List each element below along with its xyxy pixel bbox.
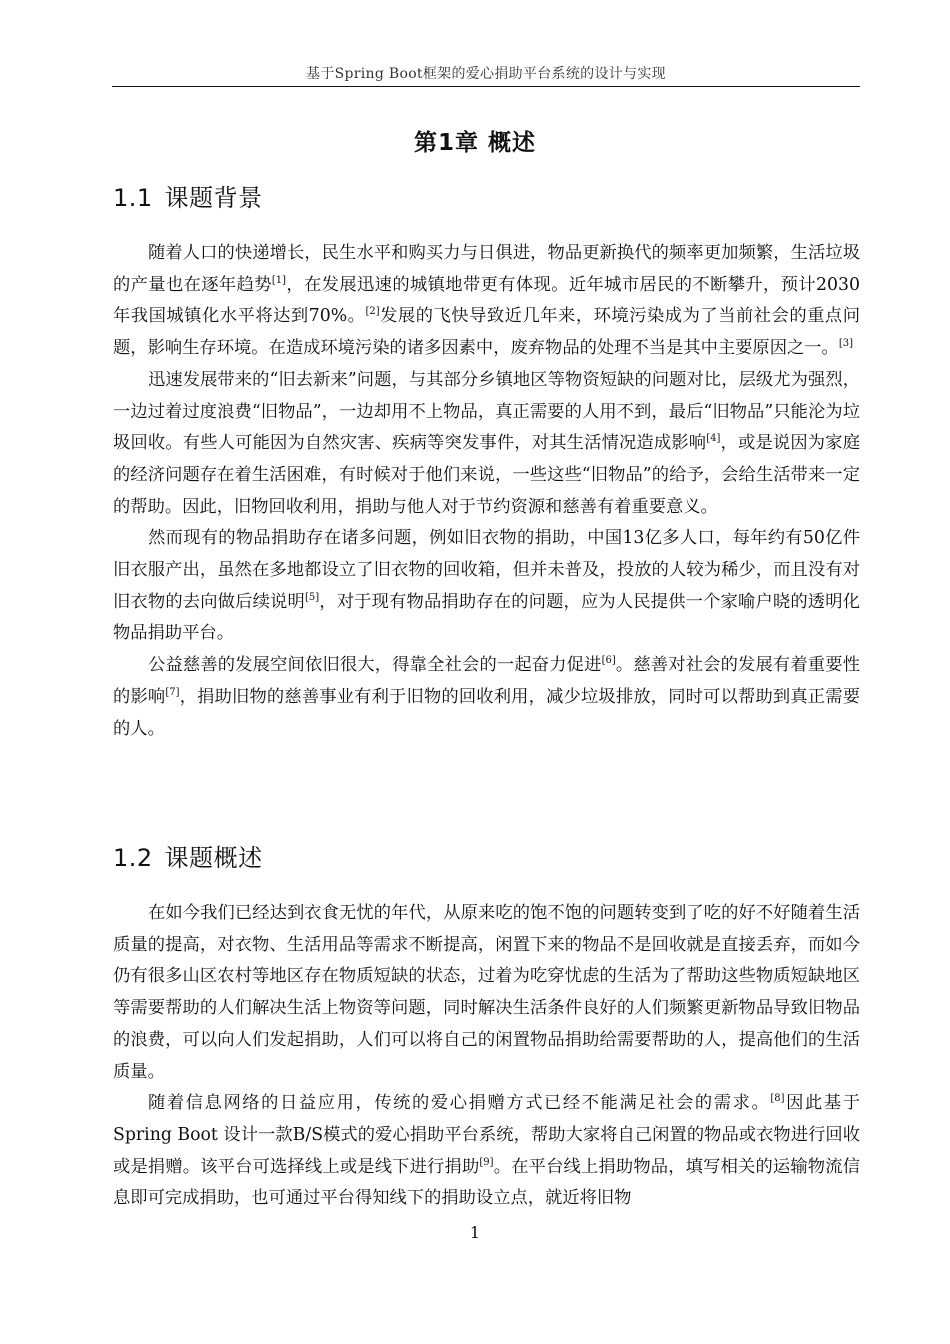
paragraph-text: 。慈善对社会的发展有着重要性的影响 xyxy=(113,655,860,707)
citation: [1] xyxy=(271,274,287,286)
section-title: 课题概述 xyxy=(164,844,263,872)
paragraph xyxy=(113,523,860,650)
section-1-2-body xyxy=(113,898,860,1215)
paragraph xyxy=(113,238,860,365)
section-number: 1.1 xyxy=(113,184,153,212)
running-header: 基于Spring Boot框架的爱心捐助平台系统的设计与实现 xyxy=(306,66,666,82)
citation: [9] xyxy=(479,1156,494,1168)
paragraph-text: 因此基于Spring Boot 设计一款B/S模式的爱心捐助平台系统，帮助大家将自己闲置的物品或衣物进行回收或是捐赠。该平台可选择线上或是线下进行捐助 xyxy=(113,1093,860,1177)
section-1-1-body xyxy=(113,238,860,745)
paragraph-text: 在如今我们已经达到衣食无忧的年代，从原来吃的饱不饱的问题转变到了吃的好不好随着生活质量的提高，对衣物、生活用品等需求不断提高，闲置下来的物品不是回收就是直接丢弃，而如今仍有很多山区农村等地区存在物质短缺的状态，过着为吃穿忧虑的生活为了帮助这些物质短缺地区等需要帮助的人们解决生活上物资等问题，同时解决生活条件良好的人们频繁更新物品导致旧物品的浪费，可以向人们发起捐助，人们可以将自己的闲置物品捐助给需要帮助的人，提高他们的生活质量。 xyxy=(113,903,860,1082)
paragraph-text: 迅速发展带来的“旧去新来”问题，与其部分乡镇地区等物资短缺的问题对比，层级尤为强烈，一边过着过度浪费“旧物品”，一边却用不上物品，真正需要的人用不到，最后“旧物品”只能沦为垃圾回收。有些人可能因为自然灾害、疾病等突发事件，对其生活情况造成影响 xyxy=(113,369,860,454)
page-number: 1 xyxy=(469,1223,481,1242)
citation: [6] xyxy=(601,655,616,667)
chapter-title: 第1章 概述 xyxy=(413,130,536,156)
paragraph xyxy=(113,365,860,524)
paragraph-text: 。在平台线上捐助物品，填写相关的运输物流信息即可完成捐助，也可通过平台得知线下的捐助设立点，就近将旧物 xyxy=(113,1156,860,1209)
paragraph-text: 随着人口的快递增长，民生水平和购买力与日俱进，物品更新换代的频率更加频繁，生活垃圾的产量也在逐年趋势 xyxy=(113,243,860,295)
header-rule xyxy=(112,86,860,87)
citation: [3] xyxy=(838,338,853,350)
section-heading-1-1 xyxy=(113,178,263,213)
section-title: 课题背景 xyxy=(164,184,263,212)
paragraph-text: ，对于现有物品捐助存在的问题，应为人民提供一个家喻户晓的透明化物品捐助平台。 xyxy=(113,591,860,644)
paragraph xyxy=(113,650,860,745)
paragraph xyxy=(113,1088,860,1215)
paragraph-text: 随着信息网络的日益应用，传统的爱心捐赠方式已经不能满足社会的需求。 xyxy=(148,1093,771,1114)
paragraph xyxy=(113,898,860,1088)
section-heading-1-2 xyxy=(113,838,263,873)
paragraph-text: ，在发展迅速的城镇地带更有体现。近年城市居民的不断攀升，预计2030年我国城镇化水平将达到70%。 xyxy=(113,274,860,327)
citation: [7] xyxy=(165,686,180,698)
citation: [2] xyxy=(365,306,380,318)
paragraph-text: 然而现有的物品捐助存在诸多问题，例如旧衣物的捐助，中国13亿多人口，每年约有50亿件旧衣服产出，虽然在多地都设立了旧衣物的回收箱，但并未普及，投放的人较为稀少，而且没有对旧衣物的去向做后续说明 xyxy=(113,528,860,612)
citation: [4] xyxy=(706,433,721,445)
citation: [8] xyxy=(770,1093,785,1105)
paragraph-text: ，或是说因为家庭的经济问题存在着生活困难，有时候对于他们来说，一些这些“旧物品”的给予，会给生活带来一定的帮助。因此，旧物回收利用，捐助与他人对于节约资源和慈善有着重要意义。 xyxy=(113,433,860,517)
section-number: 1.2 xyxy=(113,844,153,872)
citation: [5] xyxy=(304,591,320,603)
paragraph-text: 公益慈善的发展空间依旧很大，得靠全社会的一起奋力促进 xyxy=(148,655,602,676)
paragraph-text: ，捐助旧物的慈善事业有利于旧物的回收利用，减少垃圾排放，同时可以帮助到真正需要的人。 xyxy=(113,686,860,739)
paragraph-text: 发展的飞快导致近几年来，环境污染成为了当前社会的重点问题，影响生存环境。在造成环境污染的诸多因素中，废弃物品的处理不当是其中主要原因之一。 xyxy=(113,306,860,359)
